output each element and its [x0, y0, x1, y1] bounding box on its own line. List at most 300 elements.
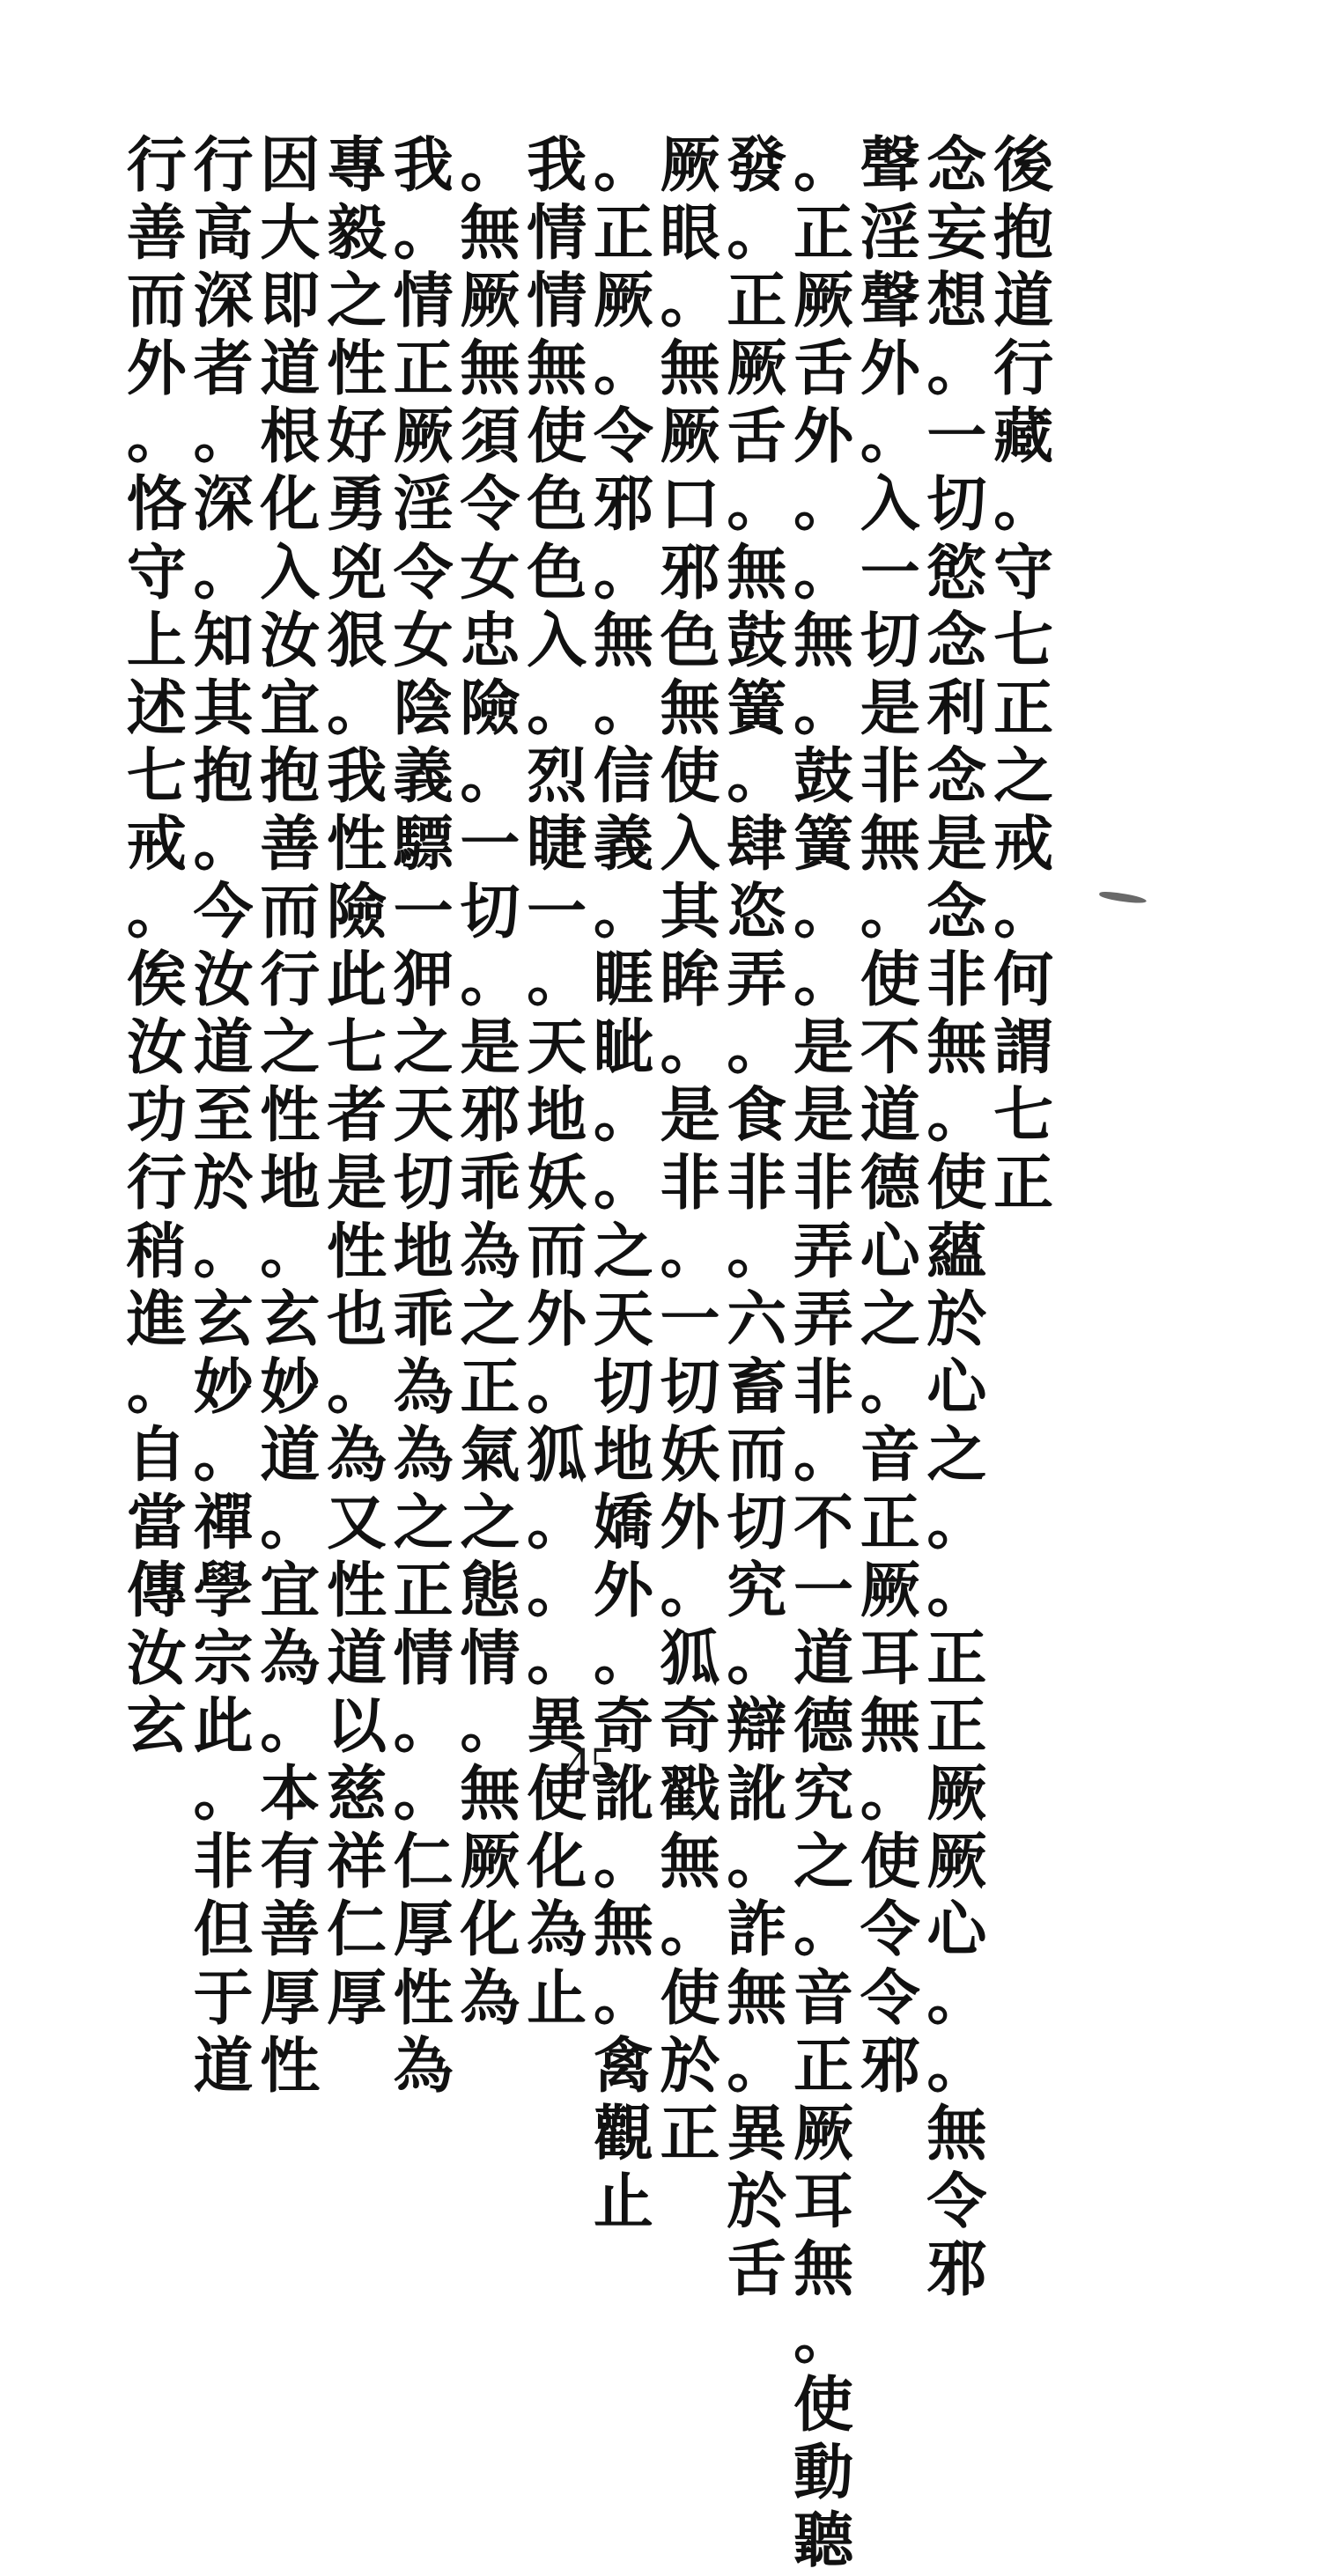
- glyph: 為: [460, 1962, 520, 2034]
- glyph: 使: [527, 1759, 587, 1830]
- glyph: 邪: [926, 2234, 987, 2305]
- glyph: 抱: [993, 198, 1054, 269]
- glyph: 奇: [593, 1691, 653, 1763]
- glyph: 入: [860, 469, 920, 541]
- glyph: 也: [326, 1284, 387, 1355]
- glyph: 非: [793, 1148, 853, 1219]
- punctuation-circle: 。: [126, 1351, 187, 1423]
- glyph: 祥: [326, 1827, 387, 1898]
- glyph: 天: [527, 1012, 587, 1084]
- glyph: 道: [260, 1419, 321, 1490]
- glyph: 宜: [260, 673, 321, 744]
- glyph: 即: [260, 266, 321, 337]
- punctuation-circle: 。: [593, 1080, 653, 1152]
- glyph: 訛: [727, 1759, 787, 1830]
- glyph: 無: [926, 2098, 987, 2169]
- glyph: 切: [460, 877, 520, 948]
- glyph: 厥: [926, 1827, 987, 1898]
- glyph: 之: [926, 1419, 987, 1490]
- glyph: 異: [527, 1691, 587, 1763]
- glyph: 辯: [727, 1691, 787, 1763]
- glyph: 其: [193, 673, 254, 744]
- punctuation-circle: 。: [527, 673, 587, 744]
- glyph: 專: [326, 130, 387, 201]
- glyph: 狐: [660, 1623, 720, 1695]
- glyph: 心: [926, 1895, 987, 1966]
- glyph: 陰: [393, 673, 454, 744]
- glyph: 正: [926, 1623, 987, 1695]
- glyph: 音: [860, 1419, 920, 1490]
- glyph: 正: [593, 198, 653, 269]
- glyph: 令: [460, 469, 520, 541]
- text-column: [657, 132, 724, 2168]
- text-column: [790, 132, 857, 2575]
- punctuation-circle: 。: [926, 1487, 987, 1558]
- glyph: 使: [860, 1827, 920, 1898]
- glyph: 之: [393, 1487, 454, 1558]
- glyph: 行: [260, 945, 321, 1016]
- glyph: 勇: [326, 469, 387, 541]
- glyph: 大: [260, 198, 321, 269]
- glyph: 蘊: [926, 1216, 987, 1287]
- glyph: 弄: [727, 945, 787, 1016]
- glyph: 無: [727, 1962, 787, 2034]
- punctuation-circle: 。: [260, 1487, 321, 1558]
- glyph: 其: [660, 877, 720, 948]
- punctuation-circle: 。: [993, 877, 1054, 948]
- glyph: 上: [126, 605, 187, 676]
- glyph: 一: [860, 537, 920, 608]
- glyph: 性: [326, 1216, 387, 1287]
- punctuation-circle: 。: [860, 1759, 920, 1830]
- punctuation-circle: 。: [326, 673, 387, 744]
- punctuation-circle: 。: [660, 1012, 720, 1084]
- glyph: 而: [126, 266, 187, 337]
- glyph: 抱: [193, 740, 254, 812]
- glyph: 使: [527, 401, 587, 473]
- glyph: 情: [460, 1623, 520, 1695]
- glyph: 無: [460, 334, 520, 405]
- glyph: 切: [393, 1148, 454, 1219]
- glyph: 無: [793, 2234, 853, 2305]
- glyph: 恣: [727, 877, 787, 948]
- punctuation-circle: 。: [727, 198, 787, 269]
- punctuation-circle: 。: [660, 1216, 720, 1287]
- glyph: 無: [460, 198, 520, 269]
- glyph: 正: [393, 334, 454, 405]
- punctuation-circle: 。: [393, 1691, 454, 1763]
- glyph: 無: [527, 334, 587, 405]
- punctuation-circle: 。: [860, 877, 920, 948]
- glyph: 是: [660, 1080, 720, 1152]
- glyph: 厥: [660, 130, 720, 201]
- punctuation-circle: 。: [660, 266, 720, 337]
- glyph: 正: [460, 1351, 520, 1423]
- glyph: 行: [993, 334, 1054, 405]
- glyph: 之: [993, 740, 1054, 812]
- glyph: 厚: [260, 1962, 321, 2034]
- glyph: 令: [860, 1962, 920, 2034]
- glyph: 信: [593, 740, 653, 812]
- glyph: 入: [260, 537, 321, 608]
- glyph: 無: [660, 1827, 720, 1898]
- glyph: 眸: [660, 945, 720, 1016]
- text-column: [123, 132, 190, 1761]
- glyph: 宜: [260, 1555, 321, 1626]
- glyph: 無: [727, 537, 787, 608]
- glyph: 之: [793, 1827, 853, 1898]
- glyph: 使: [793, 2370, 853, 2441]
- punctuation-circle: 。: [727, 740, 787, 812]
- punctuation-circle: 。: [126, 877, 187, 948]
- glyph: 使: [860, 945, 920, 1016]
- glyph: 使: [660, 1962, 720, 2034]
- punctuation-circle: 。: [527, 1487, 587, 1558]
- glyph: 行: [126, 1148, 187, 1219]
- glyph: 於: [660, 2030, 720, 2101]
- punctuation-circle: 。: [727, 1623, 787, 1695]
- glyph: 而: [727, 1419, 787, 1490]
- punctuation-circle: 。: [593, 673, 653, 744]
- punctuation-circle: 。: [393, 198, 454, 269]
- glyph: 戳: [660, 1759, 720, 1830]
- punctuation-circle: 。: [593, 1623, 653, 1695]
- glyph: 我: [527, 130, 587, 201]
- glyph: 因: [260, 130, 321, 201]
- glyph: 為: [393, 2030, 454, 2101]
- glyph: 玄: [126, 1691, 187, 1763]
- glyph: 厚: [393, 1895, 454, 1966]
- glyph: 而: [260, 877, 321, 948]
- glyph: 根: [260, 401, 321, 473]
- glyph: 戒: [126, 808, 187, 880]
- glyph: 學: [193, 1555, 254, 1626]
- glyph: 一: [460, 808, 520, 880]
- punctuation-circle: 。: [793, 673, 853, 744]
- glyph: 之: [593, 1216, 653, 1287]
- glyph: 道: [193, 2030, 254, 2101]
- glyph: 天: [593, 1284, 653, 1355]
- glyph: 聲: [860, 130, 920, 201]
- punctuation-circle: 。: [460, 740, 520, 812]
- glyph: 性: [326, 334, 387, 405]
- glyph: 淫: [393, 469, 454, 541]
- glyph: 七: [126, 740, 187, 812]
- glyph: 非: [727, 1148, 787, 1219]
- glyph: 鼓: [727, 605, 787, 676]
- glyph: 道: [793, 1623, 853, 1695]
- glyph: 傳: [126, 1555, 187, 1626]
- punctuation-circle: 。: [193, 808, 254, 880]
- glyph: 令: [393, 537, 454, 608]
- glyph: 道: [193, 1012, 254, 1084]
- glyph: 化: [260, 469, 321, 541]
- glyph: 俟: [126, 945, 187, 1016]
- glyph: 厚: [326, 1962, 387, 2034]
- glyph: 德: [860, 1148, 920, 1219]
- glyph: 道: [326, 1623, 387, 1695]
- punctuation-circle: 。: [193, 1216, 254, 1287]
- glyph: 聽: [793, 2506, 853, 2576]
- glyph: 一: [393, 877, 454, 948]
- glyph: 色: [527, 537, 587, 608]
- glyph: 為: [460, 1216, 520, 1287]
- punctuation-circle: 。: [660, 1895, 720, 1966]
- glyph: 妖: [660, 1419, 720, 1490]
- glyph: 正: [660, 2098, 720, 2169]
- glyph: 於: [193, 1148, 254, 1219]
- glyph: 令: [926, 2166, 987, 2237]
- glyph: 為: [393, 1351, 454, 1423]
- glyph: 妖: [527, 1148, 587, 1219]
- glyph: 眼: [660, 198, 720, 269]
- glyph: 善: [126, 198, 187, 269]
- glyph: 義: [593, 808, 653, 880]
- glyph: 為: [393, 1419, 454, 1490]
- punctuation-circle: 。: [260, 1691, 321, 1763]
- glyph: 險: [326, 877, 387, 948]
- glyph: 情: [393, 266, 454, 337]
- punctuation-circle: 。: [860, 401, 920, 473]
- glyph: 口: [660, 469, 720, 541]
- glyph: 切: [860, 605, 920, 676]
- glyph: 止: [527, 1962, 587, 2034]
- glyph: 之: [326, 266, 387, 337]
- glyph: 化: [527, 1827, 587, 1898]
- glyph: 之: [260, 1012, 321, 1084]
- glyph: 宗: [193, 1623, 254, 1695]
- glyph: 邪: [460, 1080, 520, 1152]
- glyph: 以: [326, 1691, 387, 1763]
- glyph: 慾: [926, 537, 987, 608]
- glyph: 切: [727, 1487, 787, 1558]
- glyph: 眦: [593, 1012, 653, 1084]
- glyph: 厥: [660, 401, 720, 473]
- glyph: 動: [793, 2438, 853, 2509]
- glyph: 須: [460, 401, 520, 473]
- glyph: 外: [860, 334, 920, 405]
- text-column: [390, 132, 457, 2101]
- text-column: [190, 132, 257, 2101]
- glyph: 睚: [593, 945, 653, 1016]
- glyph: 想: [926, 266, 987, 337]
- punctuation-circle: 。: [593, 1148, 653, 1219]
- punctuation-circle: 。: [527, 945, 587, 1016]
- glyph: 妄: [926, 198, 987, 269]
- glyph: 性: [326, 1555, 387, 1626]
- glyph: 音: [793, 1962, 853, 2034]
- glyph: 發: [727, 130, 787, 201]
- glyph: 舌: [793, 334, 853, 405]
- glyph: 為: [326, 1419, 387, 1490]
- glyph: 耳: [860, 1623, 920, 1695]
- glyph: 無: [593, 1895, 653, 1966]
- punctuation-circle: 。: [793, 877, 853, 948]
- glyph: 戒: [993, 808, 1054, 880]
- glyph: 外: [527, 1284, 587, 1355]
- text-column: [723, 132, 790, 2304]
- glyph: 者: [326, 1080, 387, 1152]
- glyph: 行: [193, 130, 254, 201]
- glyph: 狐: [527, 1419, 587, 1490]
- glyph: 食: [727, 1080, 787, 1152]
- glyph: 七: [993, 605, 1054, 676]
- glyph: 謂: [993, 1012, 1054, 1084]
- punctuation-circle: 。: [926, 2030, 987, 2101]
- glyph: 非: [660, 1148, 720, 1219]
- punctuation-circle: 。: [727, 1012, 787, 1084]
- glyph: 厥: [393, 401, 454, 473]
- glyph: 之: [393, 1012, 454, 1084]
- glyph: 乖: [460, 1148, 520, 1219]
- punctuation-circle: 。: [193, 537, 254, 608]
- punctuation-circle: 。: [727, 1827, 787, 1898]
- punctuation-circle: 。: [860, 1351, 920, 1423]
- glyph: 乖: [393, 1284, 454, 1355]
- punctuation-circle: 。: [793, 1419, 853, 1490]
- glyph: 有: [260, 1827, 321, 1898]
- glyph: 慈: [326, 1759, 387, 1830]
- punctuation-circle: 。: [593, 537, 653, 608]
- glyph: 義: [393, 740, 454, 812]
- glyph: 畜: [727, 1351, 787, 1423]
- punctuation-circle: 。: [926, 1962, 987, 2034]
- text-column: [857, 132, 924, 2101]
- glyph: 一: [660, 1284, 720, 1355]
- glyph: 正: [793, 198, 853, 269]
- glyph: 異: [727, 2098, 787, 2169]
- glyph: 弄: [793, 1216, 853, 1287]
- page-number: 45: [565, 1736, 616, 1793]
- punctuation-circle: 。: [527, 1623, 587, 1695]
- glyph: 險: [460, 673, 520, 744]
- glyph: 邪: [660, 537, 720, 608]
- glyph: 於: [727, 2166, 787, 2237]
- glyph: 何: [993, 945, 1054, 1016]
- punctuation-circle: 。: [593, 130, 653, 201]
- glyph: 厥: [460, 1827, 520, 1898]
- punctuation-circle: 。: [527, 1555, 587, 1626]
- glyph: 性: [326, 808, 387, 880]
- punctuation-circle: 。: [593, 877, 653, 948]
- punctuation-circle: 。: [460, 1691, 520, 1763]
- glyph: 氣: [460, 1419, 520, 1490]
- glyph: 觀: [593, 2098, 653, 2169]
- glyph: 無: [793, 605, 853, 676]
- glyph: 地: [593, 1419, 653, 1490]
- punctuation-circle: 。: [727, 1216, 787, 1287]
- glyph: 藏: [993, 401, 1054, 473]
- punctuation-circle: 。: [593, 1962, 653, 2034]
- glyph: 自: [126, 1419, 187, 1490]
- punctuation-circle: 。: [660, 1555, 720, 1626]
- glyph: 非: [193, 1827, 254, 1898]
- punctuation-circle: 。: [793, 130, 853, 201]
- glyph: 是: [860, 673, 920, 744]
- punctuation-circle: 。: [593, 334, 653, 405]
- glyph: 稍: [126, 1216, 187, 1287]
- glyph: 色: [660, 605, 720, 676]
- glyph: 守: [993, 537, 1054, 608]
- punctuation-circle: 。: [926, 1555, 987, 1626]
- glyph: 究: [727, 1555, 787, 1626]
- glyph: 汝: [126, 1012, 187, 1084]
- glyph: 兇: [326, 537, 387, 608]
- glyph: 女: [460, 537, 520, 608]
- glyph: 女: [393, 605, 454, 676]
- glyph: 舌: [727, 2234, 787, 2305]
- glyph: 外: [593, 1555, 653, 1626]
- glyph: 七: [326, 1012, 387, 1084]
- glyph: 玄: [260, 1284, 321, 1355]
- glyph: 厥: [860, 1555, 920, 1626]
- punctuation-circle: 。: [126, 401, 187, 473]
- glyph: 無: [660, 673, 720, 744]
- glyph: 正: [793, 2030, 853, 2101]
- glyph: 此: [326, 945, 387, 1016]
- glyph: 一: [793, 1555, 853, 1626]
- glyph: 汝: [260, 605, 321, 676]
- glyph: 知: [193, 605, 254, 676]
- glyph: 是: [460, 1012, 520, 1084]
- glyph: 切: [593, 1351, 653, 1423]
- punctuation-circle: 。: [460, 945, 520, 1016]
- glyph: 念: [926, 877, 987, 948]
- punctuation-circle: 。: [793, 537, 853, 608]
- glyph: 我: [326, 740, 387, 812]
- glyph: 地: [260, 1148, 321, 1219]
- glyph: 一: [926, 401, 987, 473]
- punctuation-circle: 。: [793, 1895, 853, 1966]
- glyph: 正: [993, 673, 1054, 744]
- glyph: 無: [593, 605, 653, 676]
- glyph: 聲: [860, 266, 920, 337]
- punctuation-circle: 。: [393, 1759, 454, 1830]
- glyph: 仁: [326, 1895, 387, 1966]
- glyph: 切: [926, 469, 987, 541]
- glyph: 厥: [793, 266, 853, 337]
- punctuation-circle: 。: [193, 1419, 254, 1490]
- glyph: 道: [260, 334, 321, 405]
- glyph: 念: [926, 740, 987, 812]
- glyph: 今: [193, 877, 254, 948]
- glyph: 外: [660, 1487, 720, 1558]
- glyph: 本: [260, 1759, 321, 1830]
- glyph: 妙: [193, 1351, 254, 1423]
- punctuation-circle: 。: [793, 2302, 853, 2373]
- glyph: 禽: [593, 2030, 653, 2101]
- glyph: 心: [860, 1216, 920, 1287]
- glyph: 六: [727, 1284, 787, 1355]
- glyph: 禪: [193, 1487, 254, 1558]
- glyph: 外: [793, 401, 853, 473]
- glyph: 德: [793, 1691, 853, 1763]
- punctuation-circle: 。: [727, 2030, 787, 2101]
- glyph: 烈: [527, 740, 587, 812]
- glyph: 正: [393, 1555, 454, 1626]
- text-column: [457, 132, 524, 2033]
- glyph: 而: [527, 1216, 587, 1287]
- glyph: 無: [926, 1012, 987, 1084]
- glyph: 簧: [727, 673, 787, 744]
- punctuation-circle: 。: [993, 469, 1054, 541]
- glyph: 鼓: [793, 740, 853, 812]
- glyph: 厥: [793, 2098, 853, 2169]
- punctuation-circle: 。: [793, 945, 853, 1016]
- glyph: 無: [460, 1759, 520, 1830]
- glyph: 善: [260, 808, 321, 880]
- glyph: 是: [326, 1148, 387, 1219]
